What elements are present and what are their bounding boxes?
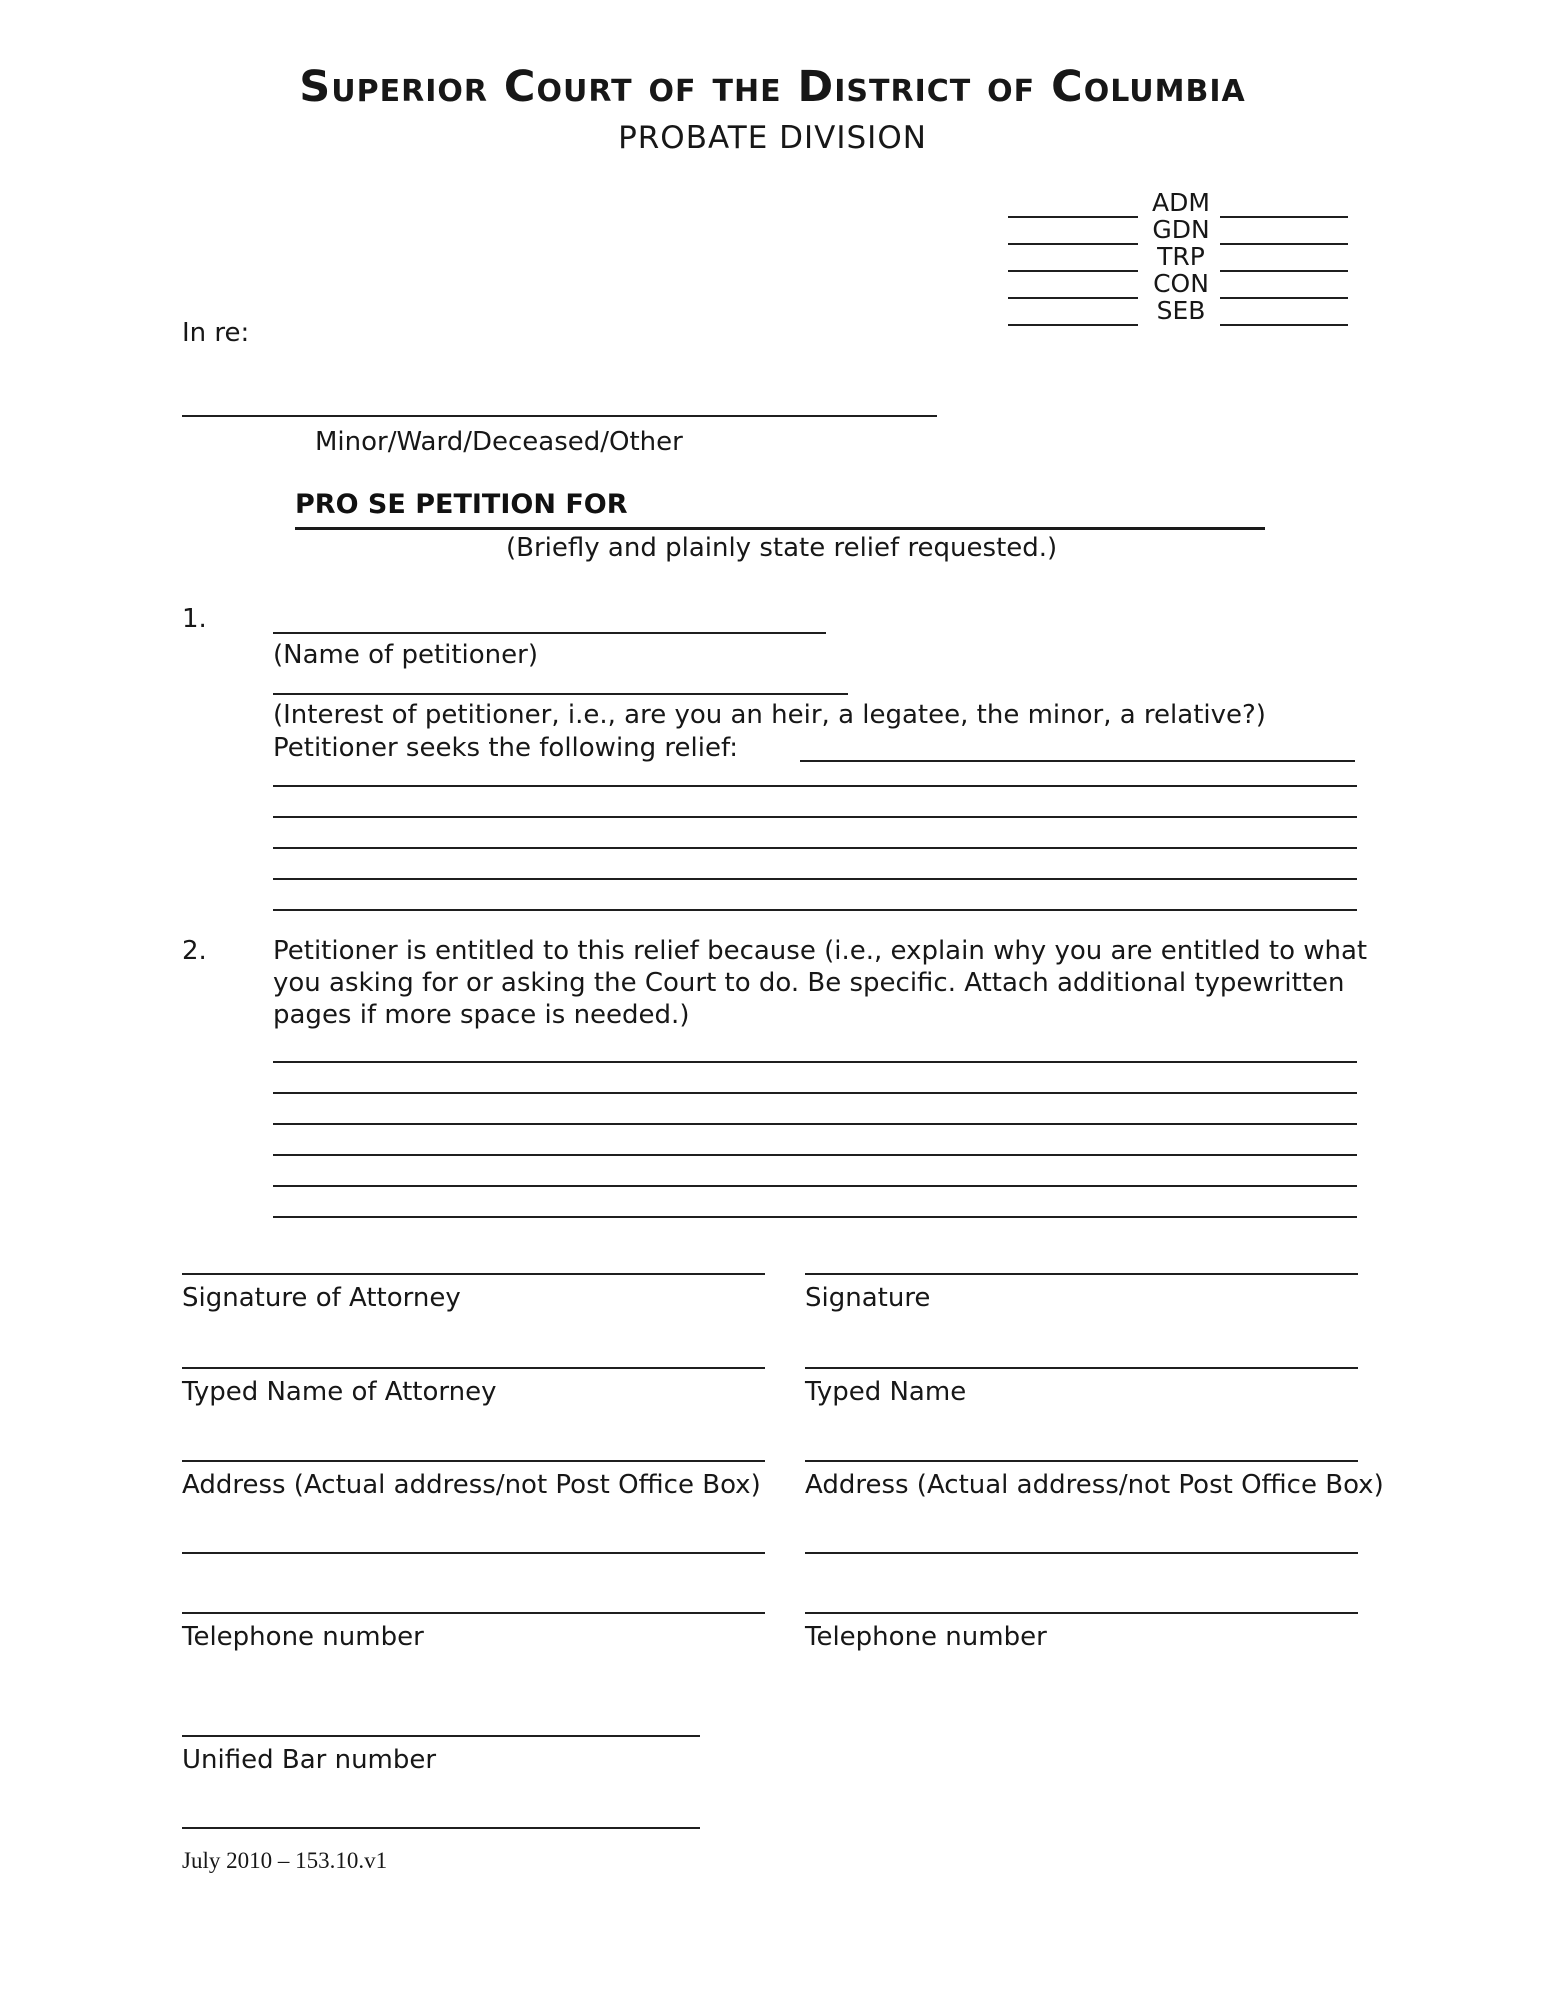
case-number-field[interactable] [1008,216,1138,218]
attorney-address-label: Address (Actual address/not Post Office Box) [182,1470,761,1500]
petitioner-typed-name-field[interactable] [805,1367,1358,1369]
petition-heading: PRO SE PETITION FOR [295,489,628,520]
attorney-telephone-label: Telephone number [182,1622,424,1652]
code-label-adm: ADM [1152,188,1210,217]
case-number-field[interactable] [1008,270,1138,272]
attorney-address2-field[interactable] [182,1552,765,1554]
attorney-signature-field[interactable] [182,1273,765,1275]
petitioner-address-label: Address (Actual address/not Post Office Box) [805,1470,1384,1500]
attorney-typed-name-label: Typed Name of Attorney [182,1377,497,1407]
petitioner-interest-caption: (Interest of petitioner, i.e., are you an heir, a legatee, the minor, a relative?) [273,700,1266,730]
explanation-field-line[interactable] [273,1216,1357,1218]
explanation-field-line[interactable] [273,1123,1357,1125]
code-label-con: CON [1153,269,1209,298]
case-number-field[interactable] [1220,324,1348,326]
petitioner-address2-field[interactable] [805,1552,1358,1554]
case-number-field[interactable] [1008,324,1138,326]
petitioner-interest-field[interactable] [273,693,848,695]
case-number-field[interactable] [1008,243,1138,245]
court-title: Superior Court of the District of Columbia [299,62,1246,112]
relief-field-line[interactable] [273,878,1357,880]
section1-number: 1. [182,604,207,634]
code-label-trp: TRP [1157,242,1205,271]
petition-instruction: (Briefly and plainly state relief requested.) [506,533,1058,563]
relief-field-line[interactable] [273,847,1357,849]
in-re-caption: Minor/Ward/Deceased/Other [315,427,683,457]
unified-bar-number-field[interactable] [182,1735,700,1737]
explanation-field-line[interactable] [273,1185,1357,1187]
section2-prompt-line: you asking for or asking the Court to do. Be specific. Attach additional typewritten [273,968,1345,998]
form-version-footer: July 2010 – 153.10.v1 [182,1848,388,1873]
in-re-label: In re: [182,318,250,348]
section2-number: 2. [182,936,207,966]
petitioner-telephone-label: Telephone number [805,1622,1047,1652]
case-number-field[interactable] [1008,297,1138,299]
relief-field-line[interactable] [273,785,1357,787]
section2-prompt-line: Petitioner is entitled to this relief because (i.e., explain why you are entitled to what [273,936,1368,966]
petitioner-typed-name-label: Typed Name [805,1377,967,1407]
relief-label: Petitioner seeks the following relief: [273,733,738,763]
relief-field-line[interactable] [273,816,1357,818]
explanation-field-line[interactable] [273,1061,1357,1063]
petitioner-telephone-field[interactable] [805,1612,1358,1614]
relief-field[interactable] [800,760,1355,762]
relief-field-line[interactable] [273,909,1357,911]
petitioner-signature-label: Signature [805,1283,931,1313]
petitioner-signature-field[interactable] [805,1273,1358,1275]
petitioner-address-field[interactable] [805,1460,1358,1462]
explanation-field-line[interactable] [273,1092,1357,1094]
petitioner-name-caption: (Name of petitioner) [273,640,538,670]
code-label-gdn: GDN [1152,215,1210,244]
explanation-field-line[interactable] [273,1154,1357,1156]
attorney-signature-label: Signature of Attorney [182,1283,461,1313]
attorney-address-field[interactable] [182,1460,765,1462]
unified-bar-number-label: Unified Bar number [182,1745,437,1775]
section2-prompt [273,936,1367,1032]
case-number-field[interactable] [1220,216,1348,218]
in-re-name-field[interactable] [182,415,937,417]
section2-prompt-line: pages if more space is needed.) [273,1000,690,1030]
attorney-typed-name-field[interactable] [182,1367,765,1369]
bottom-blank-field[interactable] [182,1827,700,1829]
petition-heading-underline[interactable] [295,489,1265,530]
code-label-seb: SEB [1156,296,1206,325]
division-subtitle: PROBATE DIVISION [618,120,927,156]
case-number-field[interactable] [1220,243,1348,245]
case-number-field[interactable] [1220,297,1348,299]
attorney-telephone-field[interactable] [182,1612,765,1614]
petitioner-name-field[interactable] [273,632,826,634]
case-number-field[interactable] [1220,270,1348,272]
